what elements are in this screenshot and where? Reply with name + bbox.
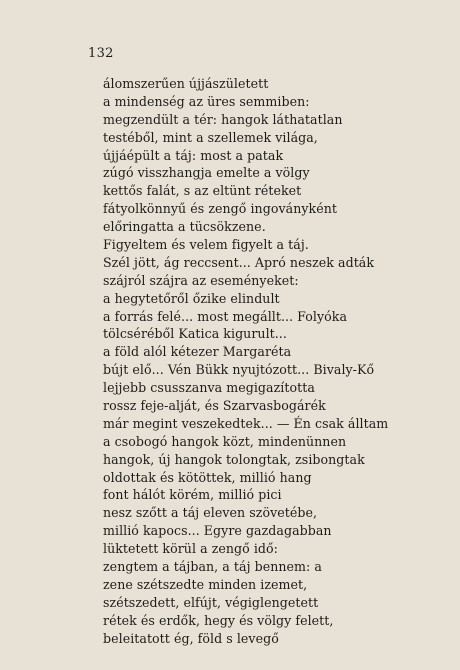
text-line: zúgó visszhangja emelte a völgy xyxy=(103,165,310,181)
text-line: újjáépült a táj: most a patak xyxy=(103,147,284,163)
text-line: a forrás felé... most megállt... Folyóka xyxy=(103,308,348,324)
text-line: szájról szájra az eseményeket: xyxy=(103,272,299,288)
text-line: nesz szőtt a táj eleven szövetébe, xyxy=(103,505,318,521)
text-line: rossz feje-alját, és Szarvasbogárék xyxy=(103,398,326,414)
poem-text xyxy=(103,75,443,648)
text-line: előringatta a tücsökzene. xyxy=(103,219,266,235)
text-line: Szél jött, ág reccsent... Apró neszek adták xyxy=(103,254,375,270)
text-line: már megint veszekedtek... — Én csak álltam xyxy=(103,415,389,431)
text-line: tölcséréből Katica kigurult... xyxy=(103,326,287,342)
text-line: megzendült a tér: hangok láthatatlan xyxy=(103,111,343,127)
text-line: testéből, mint a szellemek világa, xyxy=(103,129,318,145)
text-line: kettős falát, s az eltünt réteket xyxy=(103,183,302,199)
text-line: lüktetett körül a zengő idő: xyxy=(103,541,278,557)
text-line: szétszedett, elfújt, végiglengetett xyxy=(103,594,319,610)
text-line: beleitatott ég, föld s levegő xyxy=(103,630,279,646)
text-line: a csobogó hangok közt, mindenünnen xyxy=(103,433,347,449)
text-line: hangok, új hangok tolongtak, zsibongtak xyxy=(103,451,365,467)
text-line: bújt elő... Vén Bükk nyujtózott... Bivaly-Kő xyxy=(103,362,375,378)
text-line: zengtem a tájban, a táj bennem: a xyxy=(103,559,322,575)
text-line: a hegytetőről őzike elindult xyxy=(103,290,280,306)
text-line: Figyeltem és velem figyelt a táj. xyxy=(103,237,309,253)
text-line: a föld alól kétezer Margaréta xyxy=(103,344,292,360)
text-line: oldottak és kötöttek, millió hang xyxy=(103,469,312,485)
text-line: álomszerűen újjászületett xyxy=(103,76,269,91)
text-line: zene szétszedte minden izemet, xyxy=(103,576,308,592)
text-line: fátyolkönnyű és zengő ingoványként xyxy=(103,201,337,217)
text-line: millió kapocs... Egyre gazdagabban xyxy=(103,523,332,539)
page-number: 132 xyxy=(88,46,114,61)
text-line: font hálót körém, millió pici xyxy=(103,487,282,503)
text-line: lejjebb csusszanva megigazította xyxy=(103,380,315,396)
text-line: rétek és erdők, hegy és völgy felett, xyxy=(103,612,334,628)
text-line: a mindenség az üres semmiben: xyxy=(103,93,310,109)
